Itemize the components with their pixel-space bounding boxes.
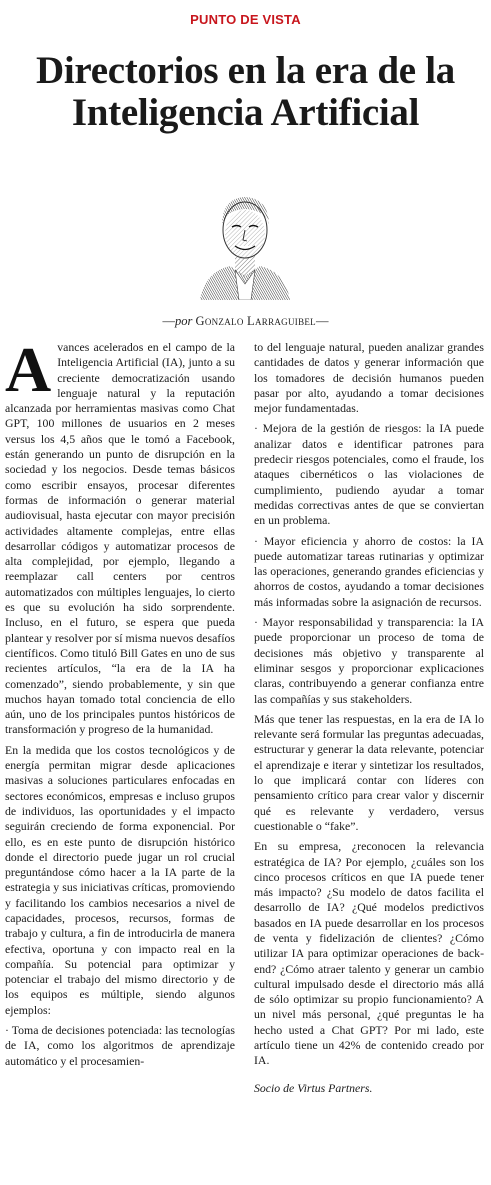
paragraph: · Mayor responsabilidad y transparencia: la IA puede proporcionar un proceso de toma de decisiones más objetivo y transparente al eliminar sesgos y proporcionar explicaciones claras, contribuyendo a generar confianza entre las compañías y sus stakeholders.: [254, 615, 484, 706]
paragraph: · Mayor eficiencia y ahorro de costos: la IA puede automatizar tareas rutinarias y optimizar las operaciones, generando grandes eficiencias y ahorros de costos, ayudando a tomar decisiones más informadas sobre la asignación de recursos.: [254, 533, 484, 609]
byline-author: Gonzalo Larraguibel: [195, 314, 316, 328]
paragraph: to del lenguaje natural, pueden analizar grandes cantidades de datos y generar información que los tomadores de decisión humanos pueden pasar por alto, ayudando a tomar decisiones mejor fundamentadas.: [254, 340, 484, 416]
byline-dash-left: —: [162, 314, 175, 328]
title-line-2: Inteligencia Artificial: [71, 91, 420, 134]
paragraph: · Toma de decisiones potenciada: las tecnologías de IA, como los algoritmos de aprendizaje automático y el procesamien-: [5, 1023, 235, 1068]
byline-por: por: [175, 314, 193, 328]
drop-cap: A: [5, 340, 52, 405]
byline: [0, 314, 491, 329]
title-line-1: Directorios en la era de la: [36, 49, 455, 92]
paragraph: vances acelerados en el campo de la Inteligencia Artificial (IA), junto a su creciente democratización usando lenguaje natural y la reputación alcanzada por herramientas masivas como Chat GPT, 100 millones de usuarios en 2 meses versus los 4,5 años que le tomó a Facebook, están generando un punto de disrupción en la sociedad y los negocios. Desde temas básicos como escribir ensayos, procesar diferentes formas de información o generar material audiovisual, hasta ejecutar con mayor precisión actividades altamente complejas, entre ellas desarrollar códigos y automatizar procesos de alta complejidad, por ejemplo, llegando a reemplazar call centers por centros automatizados con múltiples lenguajes, lo cierto es que su evolución ha sido sorprendente. Incluso, en el futuro, se espera que pueda plantear y resolver por sí misma nuevos desafíos científicos. Como tituló Bill Gates en uno de sus recientes artículos, “la era de la IA ha comenzado”, siendo probablemente, y sin que muchos hayan tomado total conciencia de ello aún, uno de los principales puntos históricos de transformación y progreso de la humanidad.: [5, 340, 235, 737]
paragraph: · Mejora de la gestión de riesgos: la IA puede analizar datos e identificar patrones para predecir riesgos potenciales, como el fraude, los ataques cibernéticos o las violaciones de cumplimiento, pudiendo ayudar a tomar medidas correctivas antes de que se conviertan en un problema.: [254, 421, 484, 528]
article-title: [0, 50, 491, 134]
article-column-left: [5, 340, 235, 1185]
paragraph: Más que tener las respuestas, en la era de IA lo relevante será formular las preguntas adecuadas, estructurar y generar la data relevante, potenciar el aprendizaje e iterar y sintetizar los resultados, lo que implicará contar con líderes con pensamiento crítico para crear valor y discernir qué es relevante y verdadero, versus cuestionable o “fake”.: [254, 711, 484, 833]
article-column-right: [254, 340, 484, 1185]
author-signature: Socio de Virtus Partners.: [254, 1080, 373, 1095]
byline-dash-right: —: [315, 314, 329, 328]
paragraph: En su empresa, ¿reconocen la relevancia estratégica de IA? Por ejemplo, ¿cuáles son los cinco procesos críticos en que IA puede tener más impacto? ¿Su modelo de datos facilita el desarrollo de IA? ¿Qué modelos predictivos basados en IA puede desarrollar en los procesos de venta y fidelización de clientes? ¿Cómo utilizar IA para optimizar operaciones de back-end? ¿Cómo atraer talento y generar un cambio cultural impulsado desde el directorio más allá de sólo optimizar su propio funcionamiento? A un nivel más personal, ¿qué preguntas le ha hecho usted a Chat GPT? Por mi lado, este artículo tiene un 42% de contenido creado por IA.: [254, 839, 484, 1068]
paragraph: En la medida que los costos tecnológicos y de energía permitan migrar desde aplicaciones masivas a soluciones particulares enfocadas en sectores económicos, empresas e incluso grupos de individuos, las oportunidades y el impacto seguirán creciendo de forma exponencial. Por ello, es en este punto de disrupción histórico donde el directorio puede jugar un rol crucial preguntándose cómo hacer a la IA parte de la estrategia y sus iniciativas críticas, promoviendo y facilitando los cambios necesarios a nivel de capacidades, procesos, recursos, formas de trabajo y cultura, a fin de introducirla de manera efectiva, oportuna y con impacto real en la compañía. Su potencial para optimizar y potenciar el trabajo del mismo directorio y de los equipos es múltiple, siendo algunos ejemplos:: [5, 742, 235, 1017]
author-portrait: [195, 180, 295, 300]
section-tag: PUNTO DE VISTA: [190, 12, 301, 27]
